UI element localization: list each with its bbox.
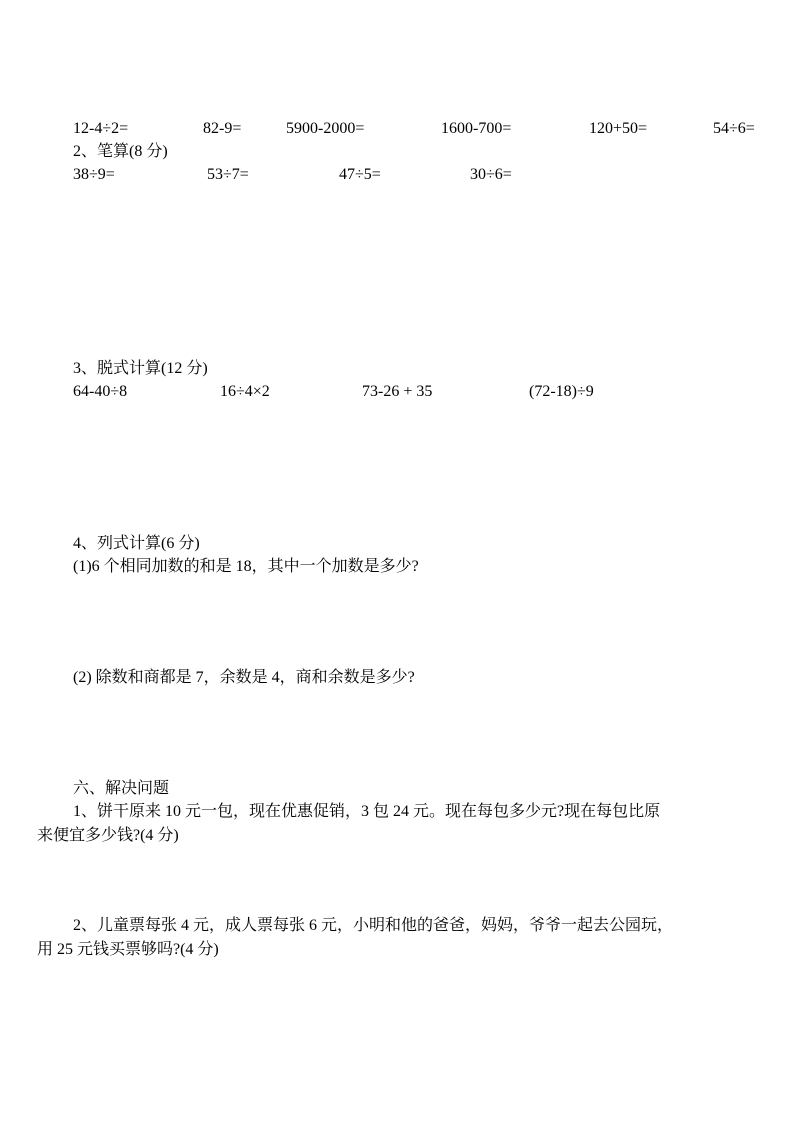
written-calc-item-4: 30÷6= — [470, 166, 512, 183]
equation-question-1: (1)6 个相同加数的和是 18，其中一个加数是多少? — [73, 558, 419, 575]
equation-question-2: (2) 除数和商都是 7，余数是 4，商和余数是多少? — [73, 669, 415, 686]
written-calc-heading: 2、笔算(8 分) — [73, 143, 168, 160]
problem-2-line-1: 2、儿童票每张 4 元，成人票每张 6 元，小明和他的爸爸，妈妈，爷爷一起去公园玩， — [73, 917, 674, 934]
problem-1-line-2: 来便宜多少钱?(4 分) — [37, 827, 179, 844]
problem-1-line-1: 1、饼干原来 10 元一包，现在优惠促销，3 包 24 元。现在每包多少元?现在每包比原 — [73, 803, 661, 820]
step-calc-item-3: 73-26 + 35 — [362, 383, 433, 400]
step-calc-item-1: 64-40÷8 — [73, 383, 128, 400]
oral-calc-item-2: 82-9= — [203, 120, 242, 137]
written-calc-item-2: 53÷7= — [207, 166, 249, 183]
step-calc-item-2: 16÷4×2 — [220, 383, 270, 400]
written-calc-item-1: 38÷9= — [73, 166, 115, 183]
oral-calc-item-6: 54÷6= — [713, 120, 755, 137]
oral-calc-item-4: 1600-700= — [441, 120, 512, 137]
problem-solving-heading: 六、解决问题 — [73, 780, 170, 797]
oral-calc-item-3: 5900-2000= — [286, 120, 365, 137]
written-calc-item-3: 47÷5= — [339, 166, 381, 183]
step-calc-item-4: (72-18)÷9 — [529, 383, 594, 400]
oral-calc-item-1: 12-4÷2= — [73, 120, 129, 137]
equation-calc-heading: 4、列式计算(6 分) — [73, 535, 200, 552]
step-calc-heading: 3、脱式计算(12 分) — [73, 360, 208, 377]
oral-calc-item-5: 120+50= — [589, 120, 648, 137]
problem-2-line-2: 用 25 元钱买票够吗?(4 分) — [37, 941, 219, 958]
